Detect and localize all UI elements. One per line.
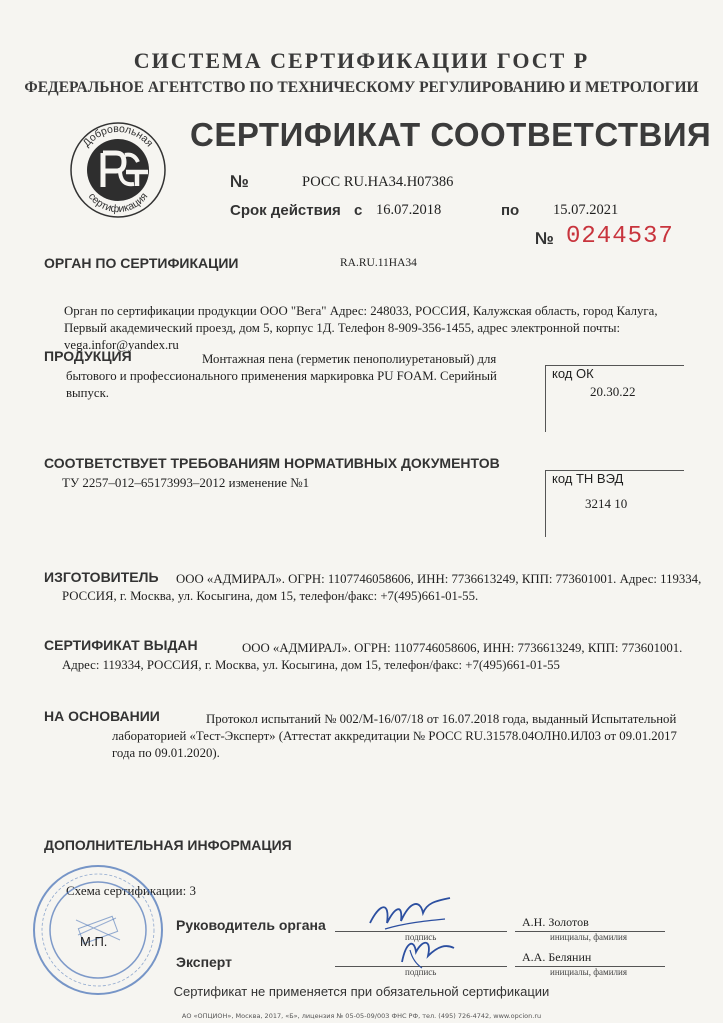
validity-label: Срок действия [230, 202, 341, 219]
ok-code-label: код ОК [552, 366, 594, 381]
head-signature-caption: подпись [405, 932, 437, 942]
rst-logo-icon [68, 120, 168, 220]
basis-text: Протокол испытаний № 002/М-16/07/18 от 16.07.2018 года, выданный Испытательной лабораторией «Тест-Эксперт» (Аттестат аккредитации № РОСС RU.31578.04ОЛН0.ИЛ03 от 09.01.2017 года по 09.01.2020). [112, 712, 677, 760]
validity-from-label: с [354, 202, 363, 219]
printer-footer: АО «ОПЦИОН», Москва, 2017, «Б», лицензия № 05-05-09/003 ФНС РФ, тел. (495) 726-4742, www.opcion.ru [181, 1012, 542, 1020]
organ-code: RA.RU.11HA34 [340, 257, 417, 269]
tnved-code-value: 3214 10 [585, 496, 628, 511]
logo-bottom-text: сертификация [85, 190, 151, 216]
head-signature-icon [365, 893, 455, 935]
seal-stamp-icon [28, 860, 168, 1000]
ok-code-value: 20.30.22 [590, 384, 636, 399]
certification-system-title: СИСТЕМА СЕРТИФИКАЦИИ ГОСТ Р [133, 48, 590, 73]
manufacturer-text: ООО «АДМИРАЛ». ОГРН: 1107746058606, ИНН: 7736613249, КПП: 773601001. Адрес: 119334, РОССИЯ, г. Москва, ул. Косыгина, дом 15, телефон/факс: +7(495)661-01-55. [62, 572, 702, 603]
blank-serial-number: 0244537 [566, 223, 674, 250]
validity-from-date: 16.07.2018 [376, 202, 442, 218]
expert-name: А.А. Белянин [522, 950, 592, 964]
logo-top-text: Добровольная [80, 122, 156, 150]
issued-to-text: ООО «АДМИРАЛ». ОГРН: 1107746058606, ИНН: 7736613249, КПП: 773601001. Адрес: 119334, РОССИЯ, г. Москва, ул. Косыгина, дом 15, телефон/факс: +7(495)661-01-55 [62, 641, 683, 672]
number-sign: № [230, 172, 249, 191]
manufacturer-label: ИЗГОТОВИТЕЛЬ [44, 569, 159, 585]
expert-signature-caption: подпись [405, 967, 437, 977]
validity-to-label: по [501, 202, 520, 219]
expert-label: Эксперт [176, 954, 233, 970]
blank-number-sign: № [535, 229, 554, 248]
conformity-label: СООТВЕТСТВУЕТ ТРЕБОВАНИЯМ НОРМАТИВНЫХ ДОКУМЕНТОВ [44, 455, 500, 471]
product-text: Монтажная пена (герметик пенополиуретановый) для бытового и профессионального применения маркировка PU FOAM. Серийный выпуск. [66, 352, 497, 400]
certificate-number: РОСС RU.HA34.H07386 [302, 174, 454, 190]
head-name: А.Н. Золотов [522, 915, 589, 929]
validity-to-date: 15.07.2021 [553, 202, 619, 218]
head-name-caption: инициалы, фамилия [550, 932, 627, 942]
issued-to-label: СЕРТИФИКАТ ВЫДАН [44, 637, 198, 653]
expert-name-caption: инициалы, фамилия [550, 967, 627, 977]
usage-notice: Сертификат не применяется при обязательной сертификации [173, 984, 550, 999]
stamp-place-label: М.П. [80, 934, 108, 949]
agency-title: ФЕДЕРАЛЬНОЕ АГЕНТСТВО ПО ТЕХНИЧЕСКОМУ РЕГУЛИРОВАНИЮ И МЕТРОЛОГИИ [24, 79, 699, 96]
tnved-code-label: код ТН ВЭД [552, 471, 624, 486]
conformity-text: ТУ 2257–012–65173993–2012 изменение №1 [62, 475, 310, 490]
product-label: ПРОДУКЦИЯ [44, 348, 132, 364]
organ-text: Орган по сертификации продукции ООО "Вега" Адрес: 248033, РОССИЯ, Калужская область, город Калуга, Первый академический проезд, дом 5, корпус 1Д. Телефон 8-909-356-1455, адрес электронной почты: vega.infor@yandex.ru [64, 304, 658, 352]
organ-label: ОРГАН ПО СЕРТИФИКАЦИИ [44, 255, 239, 271]
document-title: СЕРТИФИКАТ СООТВЕТСТВИЯ [190, 116, 712, 153]
certification-scheme: Схема сертификации: 3 [66, 883, 196, 898]
basis-label: НА ОСНОВАНИИ [44, 708, 160, 724]
head-of-organ-label: Руководитель органа [176, 917, 326, 933]
expert-signature-icon [392, 930, 462, 972]
additional-info-label: ДОПОЛНИТЕЛЬНАЯ ИНФОРМАЦИЯ [44, 837, 292, 853]
